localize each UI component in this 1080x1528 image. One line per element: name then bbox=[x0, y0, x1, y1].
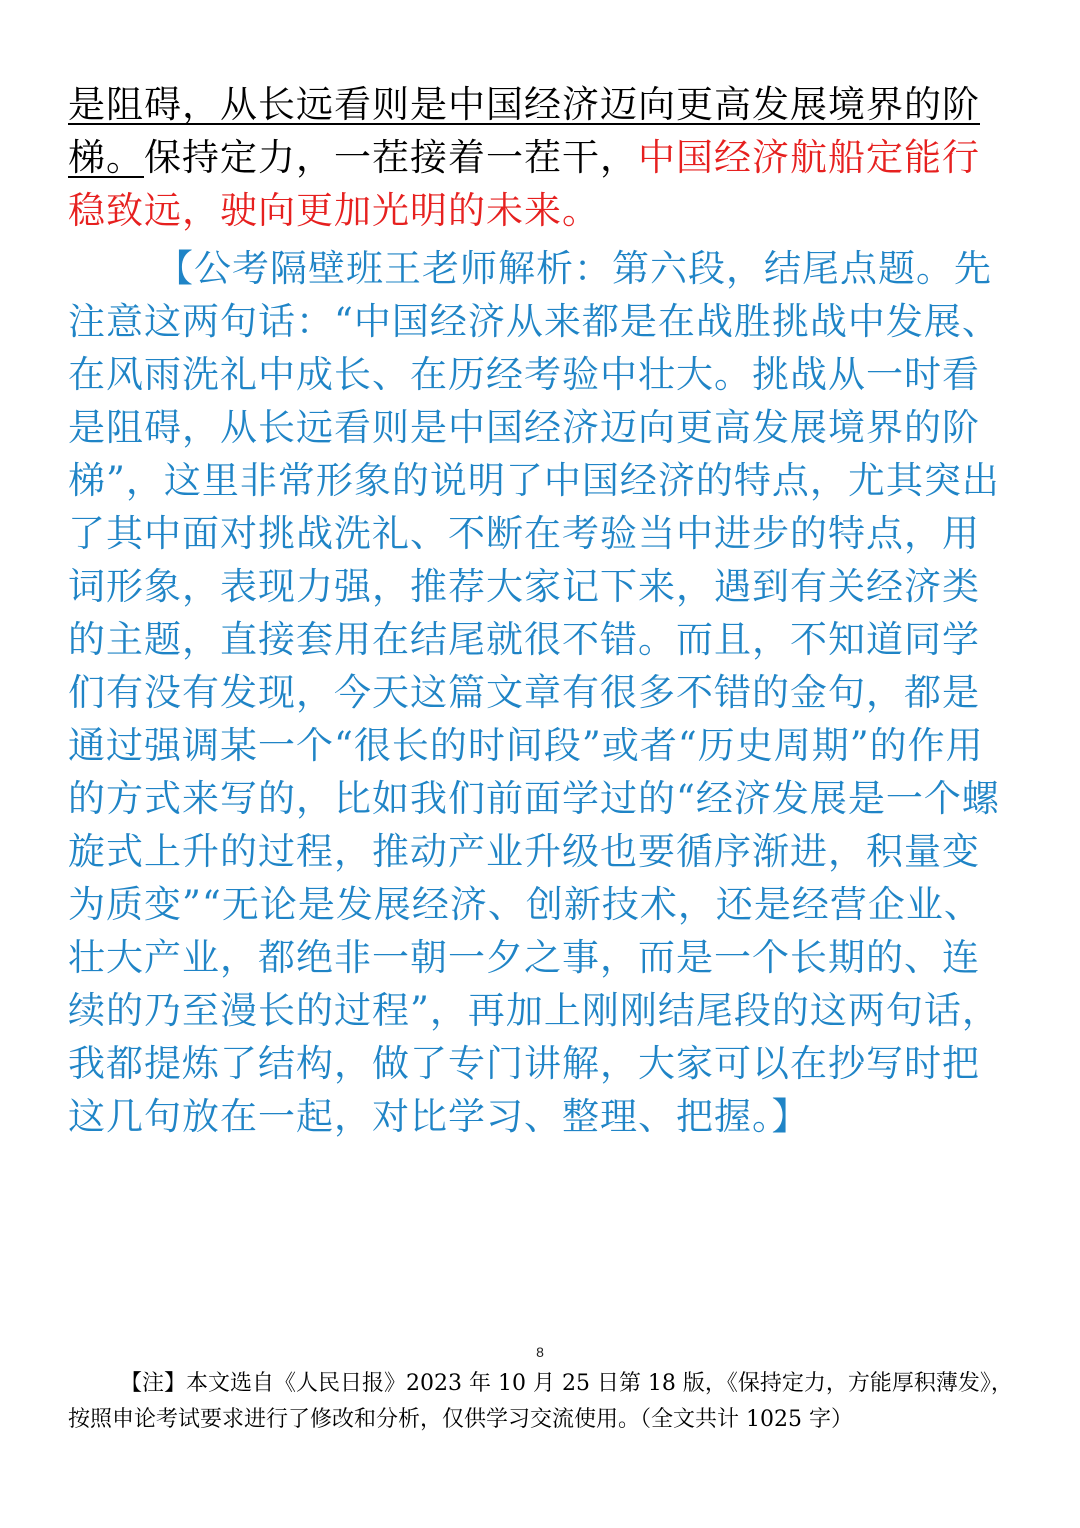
source-note: 【注】本文选自《人民日报》2023 年 10 月 25 日第 18 版，《保持定力，方能厚积薄发》，按照申论考试要求进行了修改和分析，仅供学习交流使用。（全文共计 1025 字） bbox=[68, 1371, 1013, 1432]
teacher-analysis: 【公考隔壁班王老师解析：第六段，结尾点题。先注意这两句话：“中国经济从来都是在战胜挑战中发展、在风雨洗礼中成长、在历经考验中壮大。挑战从一时看是阻碍，从长远看则是中国经济迈向更高发展境界的阶梯”，这里非常形象的说明了中国经济的特点，尤其突出了其中面对挑战洗礼、不断在考验当中进步的特点，用词形象，表现力强，推荐大家记下来，遇到有关经济类的主题，直接套用在结尾就很不错。而且，不知道同学们有没有发现，今天这篇文章有很多不错的金句，都是通过强调某一个“很长的时间段”或者“历史周期”的作用的方式来写的，比如我们前面学过的“经济发展是一个螺旋式上升的过程，推动产业升级也要循序渐进，积量变为质变”“无论是发展经济、创新技术，还是经营企业、壮大产业，都绝非一朝一夕之事，而是一个长期的、连续的乃至漫长的过程”，再加上刚刚结尾段的这两句话，我都提炼了结构，做了专门讲解，大家可以在抄写时把这几句放在一起，对比学习、整理、把握。】 bbox=[68, 247, 1000, 1138]
article-paragraph bbox=[68, 78, 1013, 237]
page-number: 8 bbox=[536, 1344, 544, 1360]
underlined-sentence: 是阻碍，从长远看则是中国经济迈向更高发展境界的阶梯。 bbox=[68, 83, 980, 179]
article-text bbox=[68, 78, 1013, 237]
highlighted-conclusion: 中国经济航船定能行稳致远，驶向更加光明的未来。 bbox=[68, 136, 980, 232]
plain-sentence: 保持定力，一茬接着一茬干， bbox=[144, 136, 638, 179]
